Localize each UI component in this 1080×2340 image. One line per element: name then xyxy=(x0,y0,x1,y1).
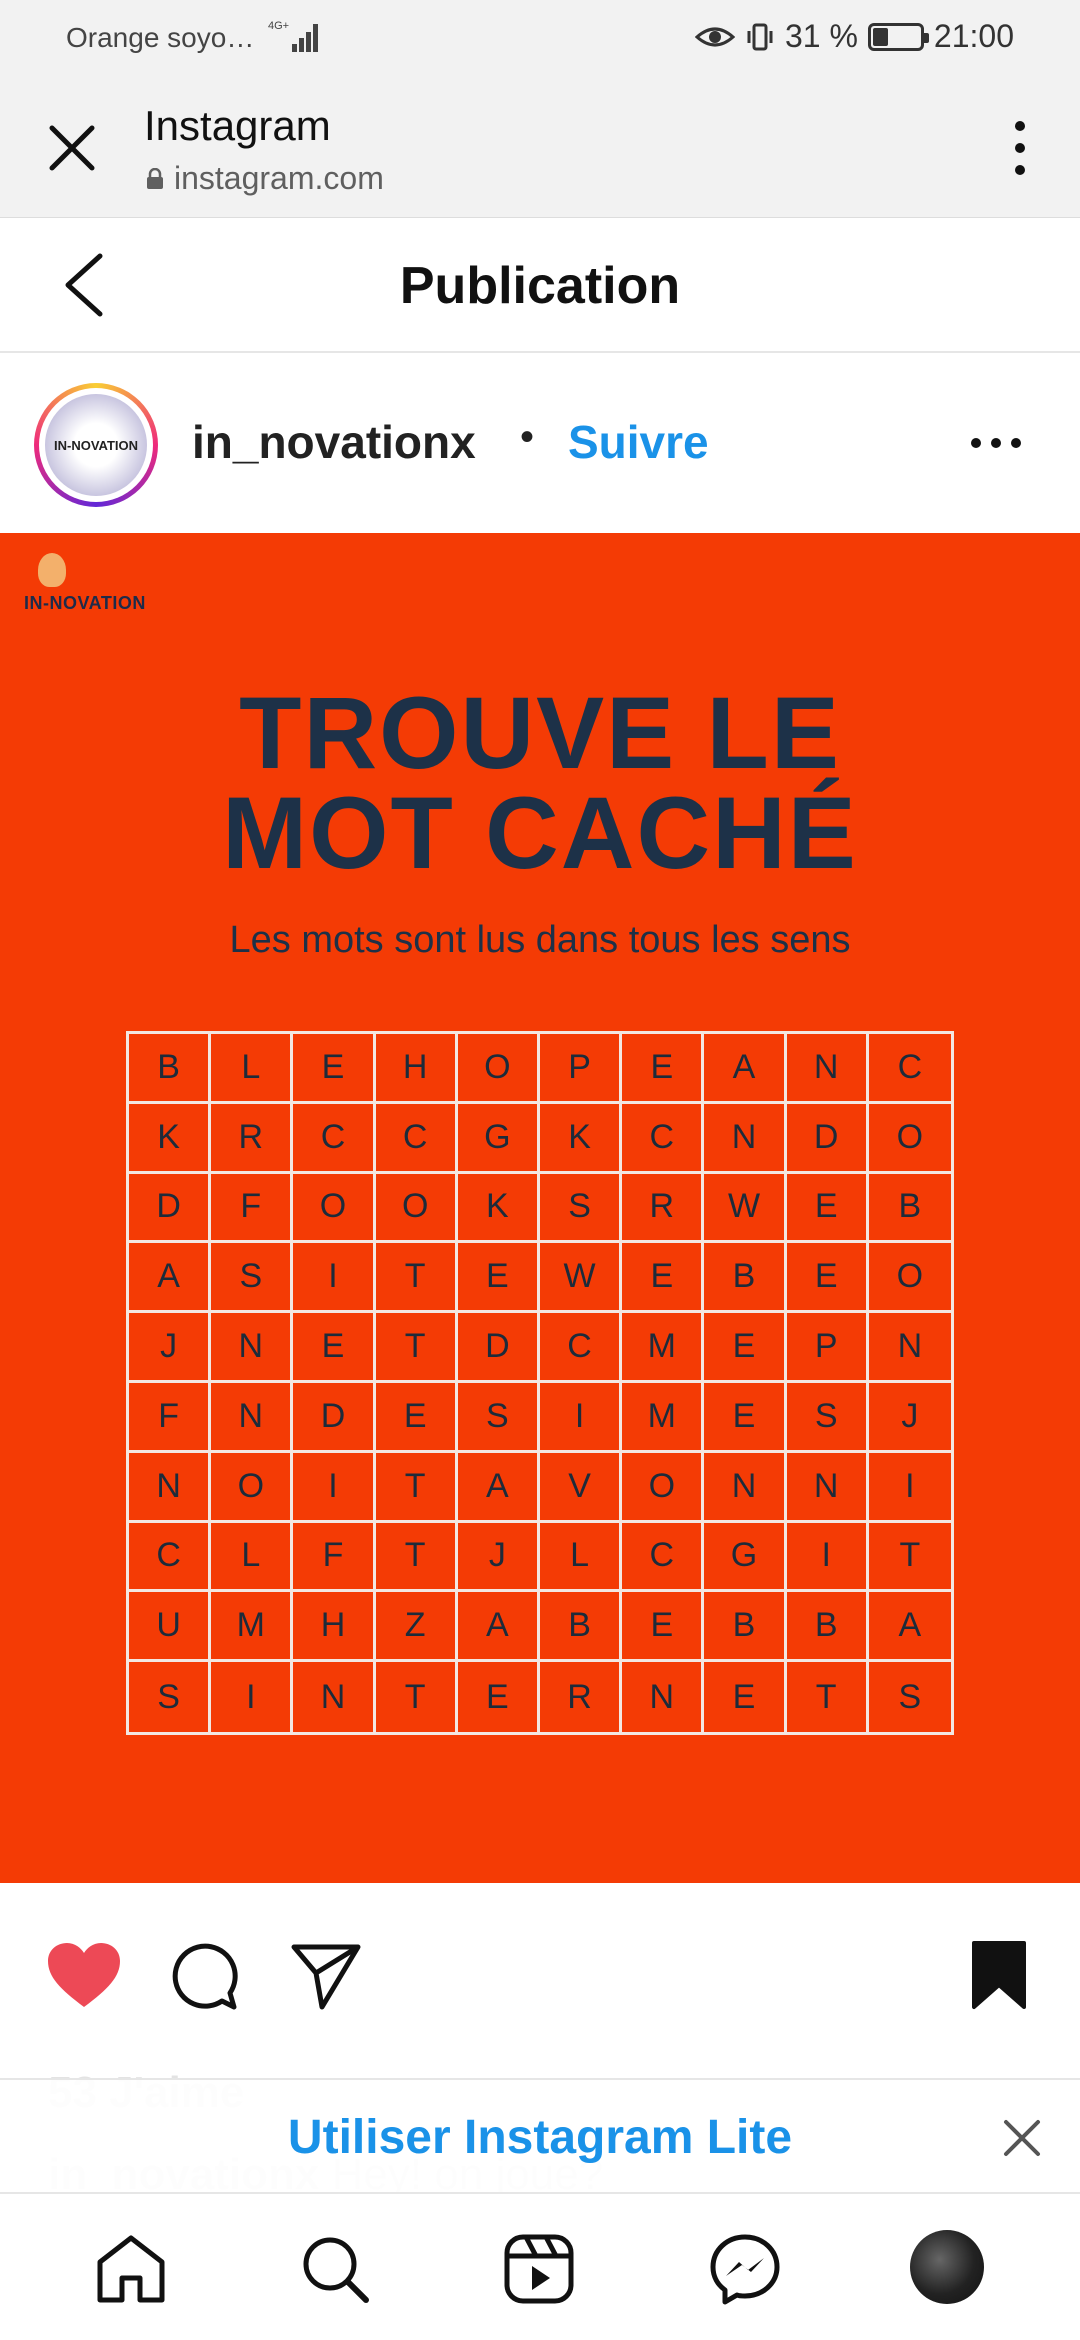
grid-cell: N xyxy=(293,1662,375,1732)
page-title: Publication xyxy=(399,257,681,315)
grid-cell: O xyxy=(622,1453,704,1523)
grid-cell: O xyxy=(869,1104,951,1174)
grid-cell: N xyxy=(211,1313,293,1383)
grid-cell: N xyxy=(787,1034,869,1104)
lite-banner xyxy=(0,2078,1080,2194)
grid-cell: N xyxy=(869,1313,951,1383)
grid-cell: M xyxy=(211,1592,293,1662)
grid-cell: B xyxy=(704,1592,786,1662)
grid-cell: S xyxy=(898,1677,922,1716)
grid-cell: S xyxy=(211,1243,293,1313)
grid-cell: E xyxy=(293,1313,375,1383)
grid-cell: H xyxy=(376,1034,458,1104)
grid-cell: O xyxy=(211,1453,293,1523)
grid-cell: Z xyxy=(376,1592,458,1662)
grid-cell: R xyxy=(211,1104,293,1174)
grid-cell: T xyxy=(376,1662,458,1732)
post-title xyxy=(0,676,1080,890)
lock-icon xyxy=(146,168,164,190)
vibrate-icon xyxy=(745,22,775,52)
grid-cell: T xyxy=(376,1243,458,1313)
profile-avatar[interactable] xyxy=(910,2230,984,2304)
grid-cell: E xyxy=(622,1243,704,1313)
grid-cell: E xyxy=(458,1243,540,1313)
grid-cell: D xyxy=(458,1313,540,1383)
grid-cell: M xyxy=(622,1313,704,1383)
grid-cell: E xyxy=(704,1662,786,1732)
grid-cell: A xyxy=(869,1592,951,1662)
battery-level xyxy=(873,28,889,46)
post-subtitle: Les mots sont lus dans tous les sens xyxy=(229,919,851,961)
grid-cell: T xyxy=(376,1523,458,1593)
grid-cell: E xyxy=(787,1174,869,1244)
grid-cell: D xyxy=(293,1383,375,1453)
grid-cell: E xyxy=(458,1662,540,1732)
separator-dot: • xyxy=(520,415,535,459)
post-header xyxy=(0,353,1080,533)
brand-logo-text: IN-NOVATION xyxy=(24,593,146,613)
grid-cell: C xyxy=(540,1313,622,1383)
grid-cell: S xyxy=(787,1383,869,1453)
grid-cell: S xyxy=(458,1383,540,1453)
grid-cell: O xyxy=(293,1174,375,1244)
grid-cell: T xyxy=(376,1453,458,1523)
bottom-nav xyxy=(0,2194,1080,2340)
grid-cell: B xyxy=(704,1243,786,1313)
home-icon[interactable] xyxy=(94,2232,168,2306)
use-lite-link[interactable]: Utiliser Instagram Lite xyxy=(287,2111,793,2164)
grid-cell: N xyxy=(211,1383,293,1453)
grid-cell: K xyxy=(540,1104,622,1174)
avatar-image: IN-NOVATION xyxy=(45,394,147,496)
grid-cell: C xyxy=(622,1104,704,1174)
share-icon[interactable] xyxy=(290,1941,362,2011)
grid-cell: S xyxy=(129,1662,211,1732)
comment-icon[interactable] xyxy=(168,1941,238,2011)
grid-cell: M xyxy=(622,1383,704,1453)
browser-title: Instagram xyxy=(144,102,331,149)
signal-icon xyxy=(268,18,324,54)
grid-cell: E xyxy=(704,1383,786,1453)
grid-cell: G xyxy=(704,1523,786,1593)
bulb-logo-icon xyxy=(38,553,66,587)
status-right xyxy=(695,18,1014,55)
grid-cell: T xyxy=(376,1313,458,1383)
grid-cell: B xyxy=(787,1592,869,1662)
browser-bar xyxy=(0,72,1080,218)
grid-cell: O xyxy=(869,1243,951,1313)
grid-cell: I xyxy=(787,1523,869,1593)
grid-cell: V xyxy=(540,1453,622,1523)
grid-cell: C xyxy=(869,1034,951,1104)
network-type: 4G+ xyxy=(268,20,290,32)
grid-cell: N xyxy=(129,1453,211,1523)
grid-cell: A xyxy=(704,1034,786,1104)
grid-cell: B xyxy=(540,1592,622,1662)
search-icon[interactable] xyxy=(298,2232,372,2306)
grid-cell: K xyxy=(129,1104,211,1174)
grid-cell: A xyxy=(458,1453,540,1523)
grid-cell: N xyxy=(622,1662,704,1732)
grid-cell: T xyxy=(869,1523,951,1593)
grid-cell: G xyxy=(458,1104,540,1174)
post-image[interactable] xyxy=(0,533,1080,1883)
grid-cell: A xyxy=(458,1592,540,1662)
grid-cell: E xyxy=(787,1243,869,1313)
grid-cell: S xyxy=(540,1174,622,1244)
post-actions xyxy=(0,1883,1080,2078)
grid-cell: P xyxy=(540,1034,622,1104)
app-header xyxy=(0,218,1080,353)
browser-url xyxy=(146,160,384,197)
grid-cell: N xyxy=(787,1453,869,1523)
title-line-2: MOT CACHÉ xyxy=(222,776,858,890)
grid-cell: L xyxy=(211,1034,293,1104)
battery-percent: 31 % xyxy=(784,18,858,54)
battery-icon xyxy=(868,23,924,51)
grid-cell: I xyxy=(293,1453,375,1523)
more-vertical-icon[interactable] xyxy=(1012,118,1028,178)
grid-cell: C xyxy=(622,1523,704,1593)
bookmark-icon[interactable] xyxy=(970,1939,1028,2011)
grid-cell: L xyxy=(211,1523,293,1593)
reels-icon[interactable] xyxy=(502,2232,576,2306)
grid-cell: E xyxy=(704,1313,786,1383)
grid-cell: P xyxy=(787,1313,869,1383)
avatar[interactable] xyxy=(34,383,158,507)
grid-cell: B xyxy=(869,1174,951,1244)
grid-cell: E xyxy=(622,1034,704,1104)
grid-cell: B xyxy=(129,1034,211,1104)
follow-button[interactable]: Suivre xyxy=(568,416,709,468)
grid-cell: E xyxy=(376,1383,458,1453)
grid-cell: D xyxy=(129,1174,211,1244)
status-bar xyxy=(0,0,1080,72)
grid-cell: J xyxy=(458,1523,540,1593)
username[interactable]: in_novationx xyxy=(192,416,476,468)
grid-cell: C xyxy=(293,1104,375,1174)
grid-cell: R xyxy=(540,1662,622,1732)
messenger-icon[interactable] xyxy=(708,2232,782,2306)
grid-cell: C xyxy=(376,1104,458,1174)
close-icon[interactable] xyxy=(44,120,100,176)
clock: 21:00 xyxy=(933,18,1014,54)
grid-cell: O xyxy=(458,1034,540,1104)
grid-cell: F xyxy=(293,1523,375,1593)
carrier-name: Orange soyo… xyxy=(66,22,255,53)
eye-icon xyxy=(695,23,735,51)
grid-cell: T xyxy=(787,1662,869,1732)
grid-cell: W xyxy=(704,1174,786,1244)
word-search-grid xyxy=(126,1031,954,1735)
grid-cell: J xyxy=(129,1313,211,1383)
grid-cell: O xyxy=(376,1174,458,1244)
grid-cell: E xyxy=(293,1034,375,1104)
grid-cell: F xyxy=(129,1383,211,1453)
grid-cell: W xyxy=(540,1243,622,1313)
grid-cell: I xyxy=(293,1243,375,1313)
grid-cell: I xyxy=(211,1662,293,1732)
url-text: instagram.com xyxy=(174,160,384,196)
close-icon[interactable] xyxy=(1000,2116,1044,2160)
grid-cell: A xyxy=(129,1243,211,1313)
grid-cell: C xyxy=(129,1523,211,1593)
heart-icon[interactable] xyxy=(46,1941,122,2011)
grid-cell: I xyxy=(540,1383,622,1453)
more-horizontal-icon[interactable] xyxy=(968,433,1024,453)
title-line-1: TROUVE LE xyxy=(239,676,841,790)
grid-cell: J xyxy=(869,1383,951,1453)
grid-cell: N xyxy=(704,1104,786,1174)
grid-cell: L xyxy=(540,1523,622,1593)
grid-cell: H xyxy=(293,1592,375,1662)
grid-cell: U xyxy=(129,1592,211,1662)
grid-cell: F xyxy=(211,1174,293,1244)
grid-cell: I xyxy=(869,1453,951,1523)
grid-cell: R xyxy=(622,1174,704,1244)
grid-cell: K xyxy=(458,1174,540,1244)
grid-cell: N xyxy=(704,1453,786,1523)
grid-cell: D xyxy=(787,1104,869,1174)
grid-cell: E xyxy=(622,1592,704,1662)
